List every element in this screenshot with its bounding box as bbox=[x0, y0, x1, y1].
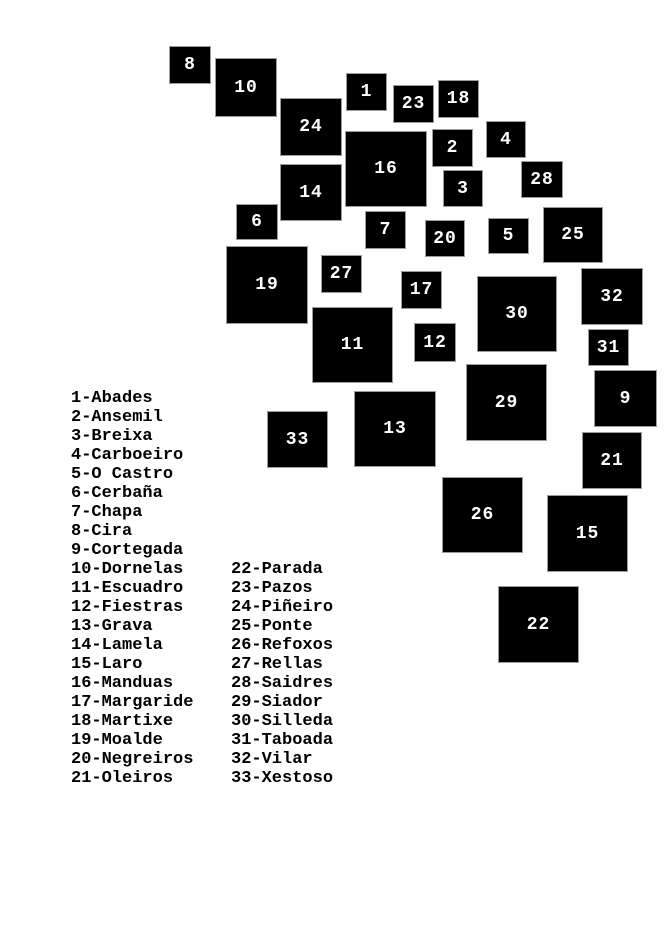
legend-item: 13-Grava bbox=[71, 617, 153, 636]
square-number-label: 1 bbox=[360, 82, 373, 102]
map-square-33 bbox=[267, 411, 328, 468]
map-square-15 bbox=[547, 495, 628, 572]
map-square-28 bbox=[521, 161, 563, 198]
square-number-label: 24 bbox=[299, 117, 323, 137]
legend-item: 24-Piñeiro bbox=[231, 598, 334, 617]
map-square-10 bbox=[215, 58, 277, 117]
map-square-9 bbox=[594, 370, 657, 427]
legend-item: 14-Lamela bbox=[71, 636, 163, 655]
square-number-label: 13 bbox=[383, 419, 407, 439]
map-square-21 bbox=[582, 432, 642, 489]
legend-item: 7-Chapa bbox=[71, 503, 143, 522]
legend-item: 11-Escuadro bbox=[71, 579, 184, 598]
square-number-label: 19 bbox=[255, 275, 279, 295]
square-number-label: 28 bbox=[530, 169, 554, 190]
square-number-label: 6 bbox=[251, 212, 263, 232]
square-number-label: 30 bbox=[505, 304, 529, 324]
square-number-label: 14 bbox=[299, 182, 323, 203]
square-number-label: 20 bbox=[433, 228, 457, 249]
legend-item: 33-Xestoso bbox=[231, 769, 334, 788]
legend-column-1 bbox=[71, 389, 193, 788]
map-square-31 bbox=[588, 329, 629, 366]
legend-item: 17-Margaride bbox=[71, 693, 194, 712]
square-number-label: 27 bbox=[329, 264, 354, 284]
square-number-label: 12 bbox=[423, 332, 447, 353]
map-square-27 bbox=[321, 255, 362, 293]
map-square-19 bbox=[226, 246, 308, 324]
square-number-label: 26 bbox=[470, 505, 495, 525]
square-number-label: 18 bbox=[446, 89, 471, 109]
legend-item: 9-Cortegada bbox=[71, 541, 184, 560]
legend-item: 1-Abades bbox=[71, 389, 153, 408]
map-square-11 bbox=[312, 307, 393, 383]
legend-item: 16-Manduas bbox=[71, 674, 174, 693]
map-square-17 bbox=[401, 271, 442, 309]
legend-item: 23-Pazos bbox=[231, 579, 313, 598]
map-square-3 bbox=[443, 170, 483, 207]
legend-item: 28-Saidres bbox=[231, 674, 334, 693]
legend-item: 6-Cerbaña bbox=[71, 484, 163, 503]
square-number-label: 4 bbox=[500, 129, 512, 150]
square-number-label: 7 bbox=[379, 220, 392, 240]
map-square-12 bbox=[414, 323, 456, 362]
square-number-label: 25 bbox=[561, 225, 585, 245]
map-square-18 bbox=[438, 80, 479, 118]
map-square-5 bbox=[488, 218, 529, 254]
map-square-26 bbox=[442, 477, 523, 553]
legend-item: 3-Breixa bbox=[71, 427, 153, 446]
square-number-label: 17 bbox=[409, 280, 434, 300]
square-number-label: 9 bbox=[619, 388, 632, 409]
map-square-6 bbox=[236, 204, 278, 240]
square-number-label: 8 bbox=[184, 55, 196, 75]
map-square-24 bbox=[280, 98, 342, 156]
square-number-label: 16 bbox=[374, 159, 398, 179]
legend-item: 15-Laro bbox=[71, 655, 143, 674]
map-square-7 bbox=[365, 211, 406, 249]
square-number-label: 33 bbox=[285, 429, 310, 450]
map-square-8 bbox=[169, 46, 211, 84]
square-number-label: 21 bbox=[600, 450, 624, 471]
square-number-label: 29 bbox=[494, 392, 519, 413]
square-number-label: 5 bbox=[502, 226, 515, 246]
map-square-16 bbox=[345, 131, 427, 207]
map-square-4 bbox=[486, 121, 526, 158]
square-number-label: 23 bbox=[401, 94, 426, 114]
square-number-label: 31 bbox=[596, 337, 621, 358]
legend-item: 18-Martixe bbox=[71, 712, 174, 731]
legend-item: 19-Moalde bbox=[71, 731, 163, 750]
square-number-label: 11 bbox=[340, 335, 365, 355]
map-square-13 bbox=[354, 391, 436, 467]
map-square-22 bbox=[498, 586, 579, 663]
legend-item: 22-Parada bbox=[231, 560, 323, 579]
legend-item: 29-Siador bbox=[231, 693, 323, 712]
map-square-25 bbox=[543, 207, 603, 263]
legend-column-2 bbox=[231, 560, 333, 788]
map-square-1 bbox=[346, 73, 387, 111]
legend-item: 26-Refoxos bbox=[231, 636, 334, 655]
square-number-label: 32 bbox=[600, 286, 624, 307]
map-square-23 bbox=[393, 85, 434, 123]
map-square-30 bbox=[477, 276, 557, 352]
legend-item: 21-Oleiros bbox=[71, 769, 174, 788]
map-square-29 bbox=[466, 364, 547, 441]
square-number-label: 10 bbox=[234, 77, 258, 98]
square-number-label: 15 bbox=[575, 523, 600, 544]
legend-item: 27-Rellas bbox=[231, 655, 323, 674]
map-square-14 bbox=[280, 164, 342, 221]
legend-item: 10-Dornelas bbox=[71, 560, 184, 579]
legend-item: 30-Silleda bbox=[231, 712, 334, 731]
legend-item: 20-Negreiros bbox=[71, 750, 194, 769]
legend-item: 2-Ansemil bbox=[71, 408, 163, 427]
legend-item: 4-Carboeiro bbox=[71, 446, 184, 465]
map-square-32 bbox=[581, 268, 643, 325]
legend-item: 32-Vilar bbox=[231, 750, 313, 769]
square-number-label: 2 bbox=[446, 138, 459, 158]
square-number-label: 22 bbox=[526, 614, 551, 635]
legend-item: 12-Fiestras bbox=[71, 598, 184, 617]
legend-item: 5-O Castro bbox=[71, 465, 174, 484]
legend-item: 25-Ponte bbox=[231, 617, 313, 636]
map-square-2 bbox=[432, 129, 473, 167]
legend-item: 8-Cira bbox=[71, 522, 133, 541]
legend-item: 31-Taboada bbox=[231, 731, 334, 750]
map-square-20 bbox=[425, 220, 465, 257]
square-number-label: 3 bbox=[457, 178, 469, 199]
